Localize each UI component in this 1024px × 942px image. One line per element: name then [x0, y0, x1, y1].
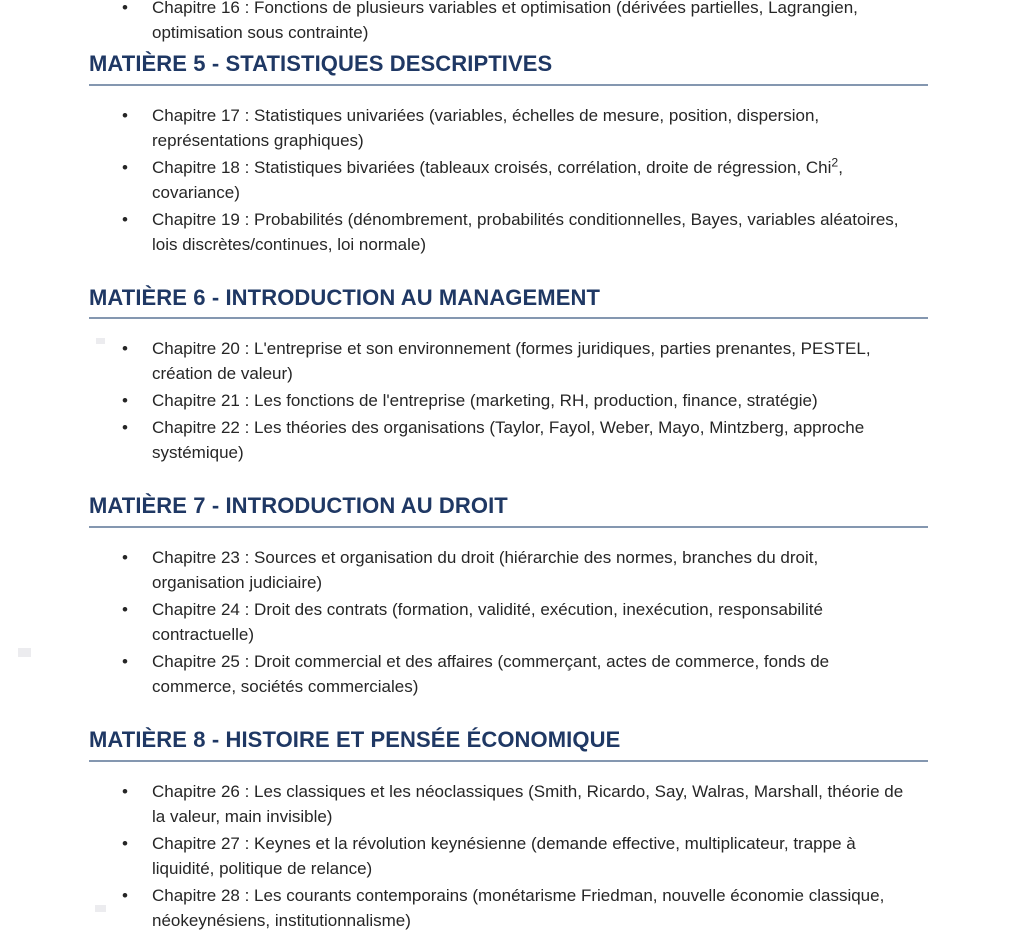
list-item — [0, 883, 905, 933]
list-item — [0, 649, 905, 699]
list-item — [0, 0, 905, 45]
bullet-icon: • — [122, 0, 128, 17]
list-item — [0, 155, 905, 205]
list-item-text: Chapitre 22 : Les théories des organisations (Taylor, Fayol, Weber, Mayo, Mintzberg, approche systémique) — [152, 418, 865, 463]
list-item — [0, 103, 905, 153]
chapter-list — [0, 779, 1024, 933]
list-item — [0, 207, 905, 257]
list-item-text: Chapitre 24 : Droit des contrats (formation, validité, exécution, inexécution, responsabilité contractuelle) — [152, 599, 823, 644]
section-heading-rule — [89, 494, 928, 528]
list-item-text: Chapitre 19 : Probabilités (dénombrement, probabilités conditionnelles, Bayes, variables aléatoires, lois discrètes/continues, loi normale) — [152, 209, 899, 254]
continuation-bullet-list — [0, 0, 1024, 45]
chapter-list — [0, 336, 1024, 465]
bullet-icon: • — [122, 209, 128, 229]
bullet-icon: • — [122, 885, 128, 905]
list-item-text: Chapitre 16 : Fonctions de plusieurs variables et optimisation (dérivées partielles, Lagrangien, optimisation sous contrainte) — [152, 0, 858, 42]
page-title: MATIÈRE 6 - INTRODUCTION AU MANAGEMENT — [89, 284, 601, 310]
chapter-list — [0, 103, 1024, 257]
list-item-text: Chapitre 20 : L'entreprise et son environnement (formes juridiques, parties prenantes, PESTEL, création de valeur) — [152, 339, 871, 384]
list-item — [0, 597, 905, 647]
page-title: MATIÈRE 8 - HISTOIRE ET PENSÉE ÉCONOMIQUE — [89, 726, 621, 752]
section-heading-rule — [89, 52, 928, 86]
list-item — [0, 831, 905, 881]
list-item-text: Chapitre 25 : Droit commercial et des affaires (commerçant, actes de commerce, fonds de commerce, sociétés commerciales) — [152, 651, 830, 696]
section-heading-rule — [89, 286, 928, 320]
bullet-icon: • — [122, 339, 128, 359]
chapter-list — [0, 545, 1024, 699]
section-matiere-6 — [0, 286, 1024, 466]
list-item-text: Chapitre 23 : Sources et organisation du droit (hiérarchie des normes, branches du droit, organisation judiciaire) — [152, 547, 819, 592]
page-title: MATIÈRE 5 - STATISTIQUES DESCRIPTIVES — [89, 51, 553, 76]
bullet-icon: • — [122, 651, 128, 671]
bullet-icon: • — [122, 105, 128, 125]
section-matiere-8 — [0, 728, 1024, 933]
bullet-icon: • — [122, 781, 128, 801]
bullet-icon: • — [122, 833, 128, 853]
section-matiere-7 — [0, 494, 1024, 699]
page-title: MATIÈRE 7 - INTRODUCTION AU DROIT — [89, 493, 508, 519]
section-heading-rule — [89, 728, 928, 762]
list-item-text: Chapitre 26 : Les classiques et les néoclassiques (Smith, Ricardo, Say, Walras, Marshall, théorie de la valeur, main invisible) — [152, 781, 904, 826]
list-item — [0, 415, 905, 465]
list-item — [0, 779, 905, 829]
list-item — [0, 545, 905, 595]
list-item-text: Chapitre 21 : Les fonctions de l'entreprise (marketing, RH, production, finance, stratégie) — [152, 391, 818, 411]
bullet-icon: • — [122, 599, 128, 619]
list-item — [0, 336, 905, 386]
list-item-text: Chapitre 28 : Les courants contemporains (monétarisme Friedman, nouvelle économie classique, néokeynésiens, institutionnalisme) — [152, 885, 885, 930]
list-item — [0, 388, 905, 413]
list-item-text: Chapitre 27 : Keynes et la révolution keynésienne (demande effective, multiplicateur, trappe à liquidité, politique de relance) — [152, 833, 856, 878]
bullet-icon: • — [122, 547, 128, 567]
section-matiere-5 — [0, 52, 1024, 257]
list-item-text: Chapitre 18 : Statistiques bivariées (tableaux croisés, corrélation, droite de régression, Chi$^2$, covariance) — [152, 154, 843, 202]
bullet-icon: • — [122, 157, 128, 177]
list-item-text: Chapitre 17 : Statistiques univariées (variables, échelles de mesure, position, dispersion, représentations graphiques) — [152, 105, 820, 150]
continuation-block — [0, 0, 1024, 45]
bullet-icon: • — [122, 418, 128, 438]
bullet-icon: • — [122, 391, 128, 411]
